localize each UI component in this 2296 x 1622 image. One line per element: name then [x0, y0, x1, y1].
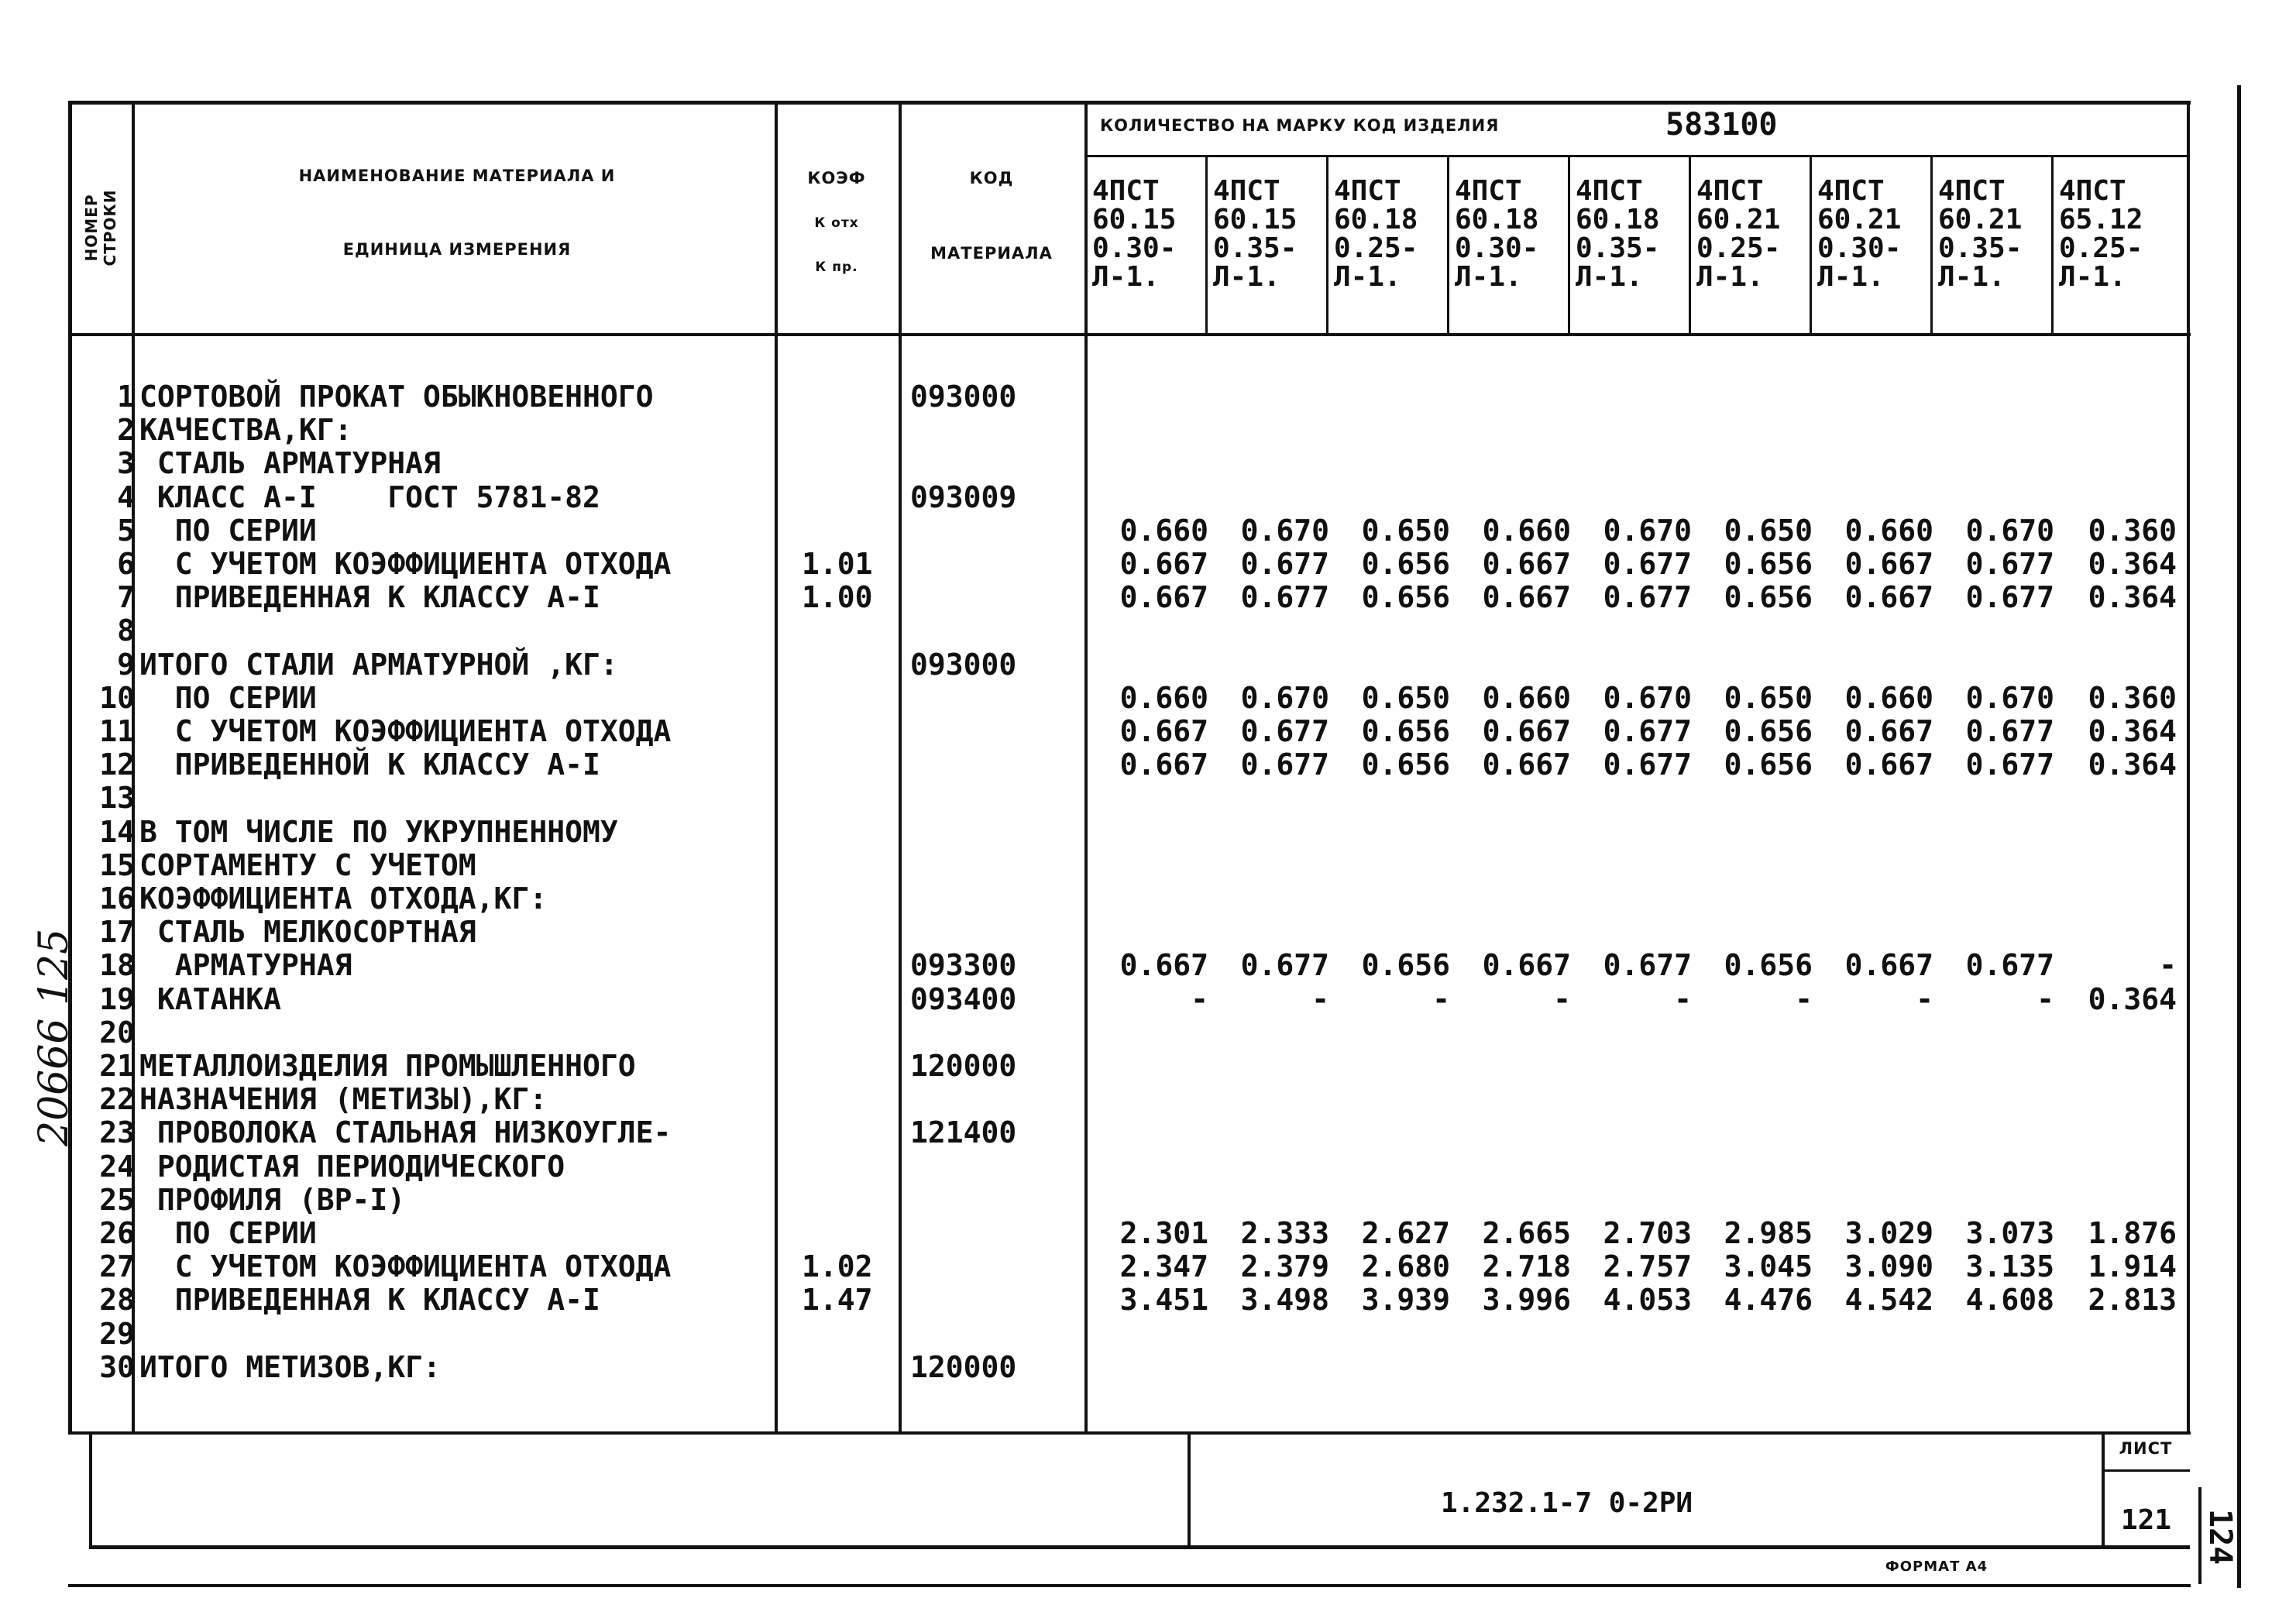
- row-number: 14: [99, 814, 135, 849]
- material-name: С УЧЕТОМ КОЭФФИЦИЕНТА ОТХОДА: [139, 714, 672, 748]
- quantity-value: 0.656: [1724, 714, 1813, 748]
- material-code: 120000: [910, 1349, 1017, 1384]
- quantity-value: 0.650: [1724, 513, 1813, 548]
- row-number: 17: [99, 915, 135, 950]
- column-header-9: [2059, 177, 2175, 291]
- footer-bottom-line: [89, 1545, 2190, 1549]
- page-stamp: 124: [2202, 1509, 2238, 1565]
- column-header-8: [1938, 177, 2054, 291]
- quantity-value: 0.650: [1724, 680, 1813, 715]
- quantity-value: 0.656: [1361, 580, 1450, 615]
- quantity-value: 0.667: [1119, 948, 1208, 983]
- code-divider-line: [1084, 101, 1088, 1433]
- column-header-line: Л-1.: [1092, 261, 1160, 293]
- column-header-line: 0.25-: [1696, 232, 1781, 264]
- quantity-value: 4.053: [1603, 1283, 1692, 1318]
- quantity-value: 0.670: [1965, 680, 2054, 715]
- column-header-line: Л-1.: [2059, 261, 2126, 293]
- column-header-line: 0.35-: [1938, 232, 2023, 264]
- quantity-value: 0.667: [1482, 714, 1571, 748]
- material-name: АРМАТУРНАЯ: [139, 948, 352, 983]
- quantity-value: 0.656: [1361, 714, 1450, 748]
- material-name: КАТАНКА: [139, 981, 282, 1016]
- material-code: 121400: [910, 1115, 1017, 1150]
- row-number: 7: [117, 580, 135, 615]
- column-header-line: 4ПСТ: [1817, 175, 1885, 207]
- table-left-border: [68, 101, 72, 1433]
- row-number: 16: [99, 881, 135, 916]
- quantity-value: 2.301: [1119, 1216, 1208, 1250]
- coefficient: 1.47: [802, 1283, 873, 1318]
- quantity-value: 3.996: [1482, 1283, 1571, 1318]
- column-header-6: [1696, 177, 1813, 291]
- column-header-line: 4ПСТ: [1576, 175, 1643, 207]
- column-header-3: [1334, 177, 1450, 291]
- name-divider-line: [775, 101, 778, 1433]
- coef-divider-line: [899, 101, 902, 1433]
- column-header-1: [1092, 177, 1208, 291]
- row-number: 18: [99, 948, 135, 983]
- quantity-value: 0.670: [1240, 680, 1329, 715]
- quantity-value: 0.650: [1361, 680, 1450, 715]
- quantity-value: -: [1795, 981, 1813, 1016]
- quantity-value: -: [1916, 981, 1933, 1016]
- column-header-line: Л-1.: [1213, 261, 1280, 293]
- quantity-header-underline: [1084, 155, 2188, 157]
- row-number: 25: [99, 1182, 135, 1217]
- quantity-value: 2.333: [1240, 1216, 1329, 1250]
- quantity-value: 4.476: [1724, 1283, 1813, 1318]
- column-header-line: 0.30-: [1455, 232, 1539, 264]
- quantity-value: -: [1674, 981, 1692, 1016]
- quantity-value: 0.667: [1119, 714, 1208, 748]
- material-name: В ТОМ ЧИСЛЕ ПО УКРУПНЕННОМУ: [139, 814, 618, 849]
- quantity-value: 3.029: [1844, 1216, 1933, 1250]
- quantity-value: -: [2036, 981, 2054, 1016]
- column-header-line: Л-1.: [1576, 261, 1643, 293]
- quantity-value: 0.677: [1240, 948, 1329, 983]
- quantity-value: 2.757: [1603, 1249, 1692, 1284]
- quantity-value: 0.656: [1361, 747, 1450, 782]
- column-header-line: 60.18: [1576, 204, 1660, 235]
- quantity-value: 0.656: [1361, 547, 1450, 581]
- quantity-value: 0.667: [1119, 547, 1208, 581]
- quantity-value: 0.667: [1119, 580, 1208, 615]
- row-number: 3: [117, 446, 135, 481]
- quantity-value: 0.677: [1965, 948, 2054, 983]
- quantity-value: -: [1553, 981, 1571, 1016]
- material-code: 093000: [910, 647, 1017, 682]
- material-name: ПРОФИЛЯ (ВР-I): [139, 1182, 406, 1217]
- quantity-value: -: [1191, 981, 1208, 1016]
- quantity-value: 0.660: [1482, 513, 1571, 548]
- quantity-value: 0.656: [1361, 948, 1450, 983]
- quantity-value: 3.135: [1965, 1249, 2054, 1284]
- quantity-value: 0.656: [1724, 747, 1813, 782]
- row-number: 22: [99, 1082, 135, 1117]
- code-header-line1: КОД: [969, 169, 1014, 187]
- values-right-border: [2187, 101, 2190, 1433]
- quantity-value: 0.667: [1482, 747, 1571, 782]
- quantity-value: 4.608: [1965, 1283, 2054, 1318]
- row-number: 24: [99, 1149, 135, 1184]
- quantity-value: 0.650: [1361, 513, 1450, 548]
- row-number: 12: [99, 747, 135, 782]
- quantity-value: -: [1432, 981, 1450, 1016]
- sheet-label: ЛИСТ: [2119, 1439, 2173, 1458]
- format-line: [68, 1584, 2191, 1587]
- material-code: 120000: [910, 1049, 1017, 1083]
- coef-header-line3: К пр.: [815, 259, 858, 275]
- quantity-value: 2.379: [1240, 1249, 1329, 1284]
- quantity-value: 0.364: [2088, 747, 2177, 782]
- quantity-value: 0.667: [1119, 747, 1208, 782]
- quantity-value: 0.667: [1844, 547, 1933, 581]
- quantity-value: 2.703: [1603, 1216, 1692, 1250]
- quantity-value: 0.670: [1603, 680, 1692, 715]
- column-header-line: 65.12: [2059, 204, 2143, 235]
- quantity-value: 0.364: [2088, 981, 2177, 1016]
- quantity-value: 0.677: [1965, 580, 2054, 615]
- quantity-value: 0.667: [1844, 948, 1933, 983]
- column-header-line: 60.18: [1334, 204, 1418, 235]
- quantity-value: 0.670: [1603, 513, 1692, 548]
- footer-left-border: [89, 1433, 92, 1549]
- quantity-value: 0.360: [2088, 680, 2177, 715]
- column-header-line: 0.35-: [1213, 232, 1298, 264]
- quantity-value: 0.670: [1240, 513, 1329, 548]
- column-header-line: Л-1.: [1334, 261, 1401, 293]
- format-label: ФОРМАТ А4: [1885, 1558, 1988, 1575]
- quantity-value: 0.656: [1724, 547, 1813, 581]
- quantity-value: 2.718: [1482, 1249, 1571, 1284]
- quantity-value: 0.364: [2088, 714, 2177, 748]
- material-code: 093000: [910, 380, 1017, 414]
- row-number: 27: [99, 1249, 135, 1284]
- row-number: 19: [99, 981, 135, 1016]
- column-header-line: 4ПСТ: [2059, 175, 2126, 207]
- material-name: ИТОГО СТАЛИ АРМАТУРНОЙ ,КГ:: [139, 647, 618, 682]
- material-code: 093300: [910, 948, 1017, 983]
- row-number: 9: [117, 647, 135, 682]
- quantity-value: 3.073: [1965, 1216, 2054, 1250]
- material-name: ПО СЕРИИ: [139, 513, 317, 548]
- column-header-line: 4ПСТ: [1334, 175, 1401, 207]
- quantity-value: -: [1311, 981, 1329, 1016]
- quantity-value: 2.347: [1119, 1249, 1208, 1284]
- document-code: 1.232.1-7 0-2РИ: [1441, 1487, 1693, 1519]
- column-header-4: [1455, 177, 1571, 291]
- quantity-value: 3.498: [1240, 1283, 1329, 1318]
- material-name: ПО СЕРИИ: [139, 680, 317, 715]
- quantity-value: 1.914: [2088, 1249, 2177, 1284]
- column-header-line: 0.30-: [1817, 232, 1902, 264]
- material-name: ПРИВЕДЕННАЯ К КЛАССУ А-I: [139, 1283, 600, 1318]
- quantity-value: 0.677: [1240, 714, 1329, 748]
- column-header-line: 4ПСТ: [1092, 175, 1160, 207]
- stamp-box-left: [2198, 1487, 2201, 1584]
- material-name: СОРТОВОЙ ПРОКАТ ОБЫКНОВЕННОГО: [139, 380, 654, 414]
- column-header-line: Л-1.: [1938, 261, 2006, 293]
- table-top-border: [68, 101, 2191, 105]
- quantity-value: -: [2159, 948, 2177, 983]
- quantity-value: 0.677: [1603, 747, 1692, 782]
- row-number: 4: [117, 479, 135, 514]
- row-number: 30: [99, 1349, 135, 1384]
- row-number: 1: [117, 380, 135, 414]
- row-number: 2: [117, 413, 135, 448]
- row-number: 28: [99, 1283, 135, 1318]
- quantity-value: 0.660: [1119, 513, 1208, 548]
- row-number: 29: [99, 1316, 135, 1351]
- column-header-line: 60.15: [1092, 204, 1177, 235]
- material-name: СТАЛЬ МЕЛКОСОРТНАЯ: [139, 915, 476, 950]
- quantity-value: 0.667: [1844, 714, 1933, 748]
- quantity-value: 0.660: [1844, 680, 1933, 715]
- quantity-value: 0.360: [2088, 513, 2177, 548]
- column-header-line: 0.25-: [1334, 232, 1418, 264]
- quantity-value: 3.090: [1844, 1249, 1933, 1284]
- quantity-value: 0.660: [1119, 680, 1208, 715]
- column-header-2: [1213, 177, 1329, 291]
- quantity-value: 0.667: [1844, 580, 1933, 615]
- quantity-value: 0.677: [1603, 547, 1692, 581]
- column-header-line: 60.21: [1938, 204, 2023, 235]
- quantity-header-label: КОЛИЧЕСТВО НА МАРКУ КОД ИЗДЕЛИЯ: [1100, 116, 1500, 135]
- quantity-value: 0.667: [1482, 547, 1571, 581]
- material-name: КЛАСС А-I ГОСТ 5781-82: [139, 479, 600, 514]
- material-name: С УЧЕТОМ КОЭФФИЦИЕНТА ОТХОДА: [139, 547, 672, 581]
- column-header-line: 60.21: [1817, 204, 1902, 235]
- column-header-line: 4ПСТ: [1213, 175, 1280, 207]
- quantity-value: 3.939: [1361, 1283, 1450, 1318]
- column-header-line: 4ПСТ: [1455, 175, 1522, 207]
- quantity-value: 0.677: [1965, 747, 2054, 782]
- quantity-value: 0.677: [1240, 580, 1329, 615]
- quantity-value: 2.665: [1482, 1216, 1571, 1250]
- coefficient: 1.02: [802, 1249, 873, 1284]
- material-name: ПРИВЕДЕННОЙ К КЛАССУ А-I: [139, 747, 600, 782]
- column-header-line: 60.18: [1455, 204, 1539, 235]
- quantity-value: 0.667: [1482, 580, 1571, 615]
- quantity-value: 0.670: [1965, 513, 2054, 548]
- column-header-line: Л-1.: [1455, 261, 1522, 293]
- material-name: СТАЛЬ АРМАТУРНАЯ: [139, 446, 441, 481]
- quantity-value: 3.451: [1119, 1283, 1208, 1318]
- sheet-box-divider: [2102, 1469, 2190, 1472]
- column-header-line: 0.30-: [1092, 232, 1177, 264]
- column-header-line: Л-1.: [1696, 261, 1764, 293]
- row-number: 21: [99, 1049, 135, 1083]
- row-number: 8: [117, 613, 135, 648]
- material-code: 093009: [910, 479, 1017, 514]
- row-number: 15: [99, 847, 135, 882]
- material-name: ПРИВЕДЕННАЯ К КЛАССУ А-I: [139, 580, 600, 615]
- quantity-value: 0.364: [2088, 547, 2177, 581]
- quantity-value: 2.627: [1361, 1216, 1450, 1250]
- product-code: 583100: [1665, 107, 1778, 143]
- quantity-value: 1.876: [2088, 1216, 2177, 1250]
- row-number-header: НОМЕР СТРОКИ: [82, 189, 119, 266]
- quantity-value: 0.677: [1240, 547, 1329, 581]
- header-bottom-line: [68, 333, 2191, 336]
- quantity-value: 2.680: [1361, 1249, 1450, 1284]
- row-number: 10: [99, 680, 135, 715]
- coefficient: 1.01: [802, 547, 873, 581]
- quantity-value: 2.813: [2088, 1283, 2177, 1318]
- quantity-value: 0.677: [1965, 547, 2054, 581]
- material-name: С УЧЕТОМ КОЭФФИЦИЕНТА ОТХОДА: [139, 1249, 672, 1284]
- quantity-value: 0.660: [1482, 680, 1571, 715]
- material-name: КАЧЕСТВА,КГ:: [139, 413, 352, 448]
- material-code: 093400: [910, 981, 1017, 1016]
- quantity-value: 0.677: [1240, 747, 1329, 782]
- row-number: 6: [117, 547, 135, 581]
- quantity-value: 0.667: [1482, 948, 1571, 983]
- row-number: 23: [99, 1115, 135, 1150]
- material-name: ПРОВОЛОКА СТАЛЬНАЯ НИЗКОУГЛЕ-: [139, 1115, 672, 1150]
- quantity-value: 0.656: [1724, 948, 1813, 983]
- column-header-line: 4ПСТ: [1696, 175, 1764, 207]
- right-margin-border: [2237, 85, 2241, 1588]
- side-handwriting: 20666 125: [31, 928, 77, 1146]
- quantity-value: 0.677: [1965, 714, 2054, 748]
- material-name: КОЭФФИЦИЕНТА ОТХОДА,КГ:: [139, 881, 548, 916]
- coefficient: 1.00: [802, 580, 873, 615]
- row-number: 20: [99, 1015, 135, 1050]
- quantity-value: 0.364: [2088, 580, 2177, 615]
- row-number: 11: [99, 714, 135, 748]
- quantity-value: 2.985: [1724, 1216, 1813, 1250]
- column-header-7: [1817, 177, 1933, 291]
- column-header-line: 0.35-: [1576, 232, 1660, 264]
- body-bottom-line: [68, 1431, 2191, 1435]
- code-header-line2: МАТЕРИАЛА: [930, 244, 1053, 263]
- material-name: МЕТАЛЛОИЗДЕЛИЯ ПРОМЫШЛЕННОГО: [139, 1049, 636, 1083]
- quantity-value: 0.660: [1844, 513, 1933, 548]
- material-name-header-line2: ЕДИНИЦА ИЗМЕРЕНИЯ: [342, 240, 572, 259]
- material-name: ПО СЕРИИ: [139, 1216, 317, 1250]
- material-name: НАЗНАЧЕНИЯ (МЕТИЗЫ),КГ:: [139, 1082, 548, 1117]
- quantity-value: 0.677: [1603, 948, 1692, 983]
- quantity-value: 0.677: [1603, 714, 1692, 748]
- row-number: 26: [99, 1216, 135, 1250]
- material-name: ИТОГО МЕТИЗОВ,КГ:: [139, 1349, 441, 1384]
- material-name-header-line1: НАИМЕНОВАНИЕ МАТЕРИАЛА И: [298, 167, 616, 185]
- material-name: РОДИСТАЯ ПЕРИОДИЧЕСКОГО: [139, 1149, 565, 1184]
- material-name: СОРТАМЕНТУ С УЧЕТОМ: [139, 847, 476, 882]
- row-number: 5: [117, 513, 135, 548]
- column-header-5: [1576, 177, 1692, 291]
- quantity-value: 3.045: [1724, 1249, 1813, 1284]
- quantity-value: 0.656: [1724, 580, 1813, 615]
- coef-header-line2: К отх: [814, 215, 859, 231]
- row-number: 13: [99, 781, 135, 816]
- column-header-line: 60.21: [1696, 204, 1781, 235]
- sheet-number: 121: [2121, 1504, 2172, 1536]
- quantity-value: 0.667: [1844, 747, 1933, 782]
- coef-header-line1: КОЭФ: [807, 169, 866, 187]
- column-header-line: 4ПСТ: [1938, 175, 2006, 207]
- column-header-line: Л-1.: [1817, 261, 1885, 293]
- footer-title-box-left: [1188, 1433, 1191, 1549]
- column-header-line: 60.15: [1213, 204, 1298, 235]
- quantity-value: 4.542: [1844, 1283, 1933, 1318]
- column-header-line: 0.25-: [2059, 232, 2143, 264]
- quantity-value: 0.677: [1603, 580, 1692, 615]
